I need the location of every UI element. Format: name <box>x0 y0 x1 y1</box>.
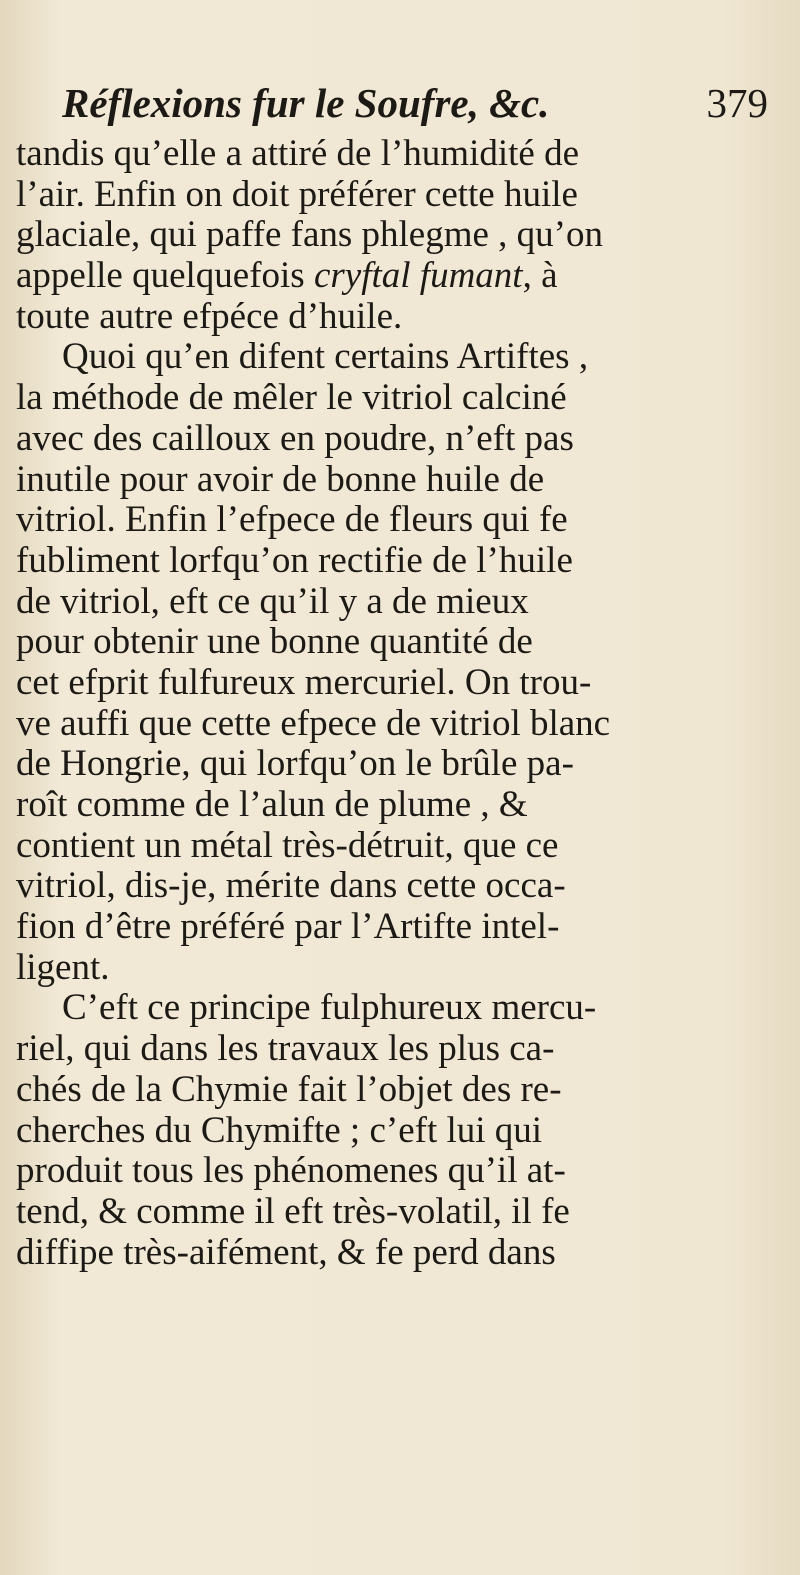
text-line: glaciale, qui paffe fans phlegme , qu’on <box>16 214 603 256</box>
text-line: riel, qui dans les travaux les plus ca- <box>16 1028 555 1070</box>
text-segment: , à <box>522 255 558 297</box>
text-line: roît comme de l’alun de plume , & <box>16 784 528 825</box>
text-line: contient un métal très-détruit, que ce <box>16 824 559 866</box>
text-line: diffipe très-aifément, & fe perd dans <box>16 1231 556 1273</box>
text-line: toute autre efpéce d’huile. <box>16 295 403 337</box>
text-line: chés de la Chymie fait l’objet des re- <box>16 1068 562 1110</box>
running-title: Réflexions fur le Soufre, &c. <box>62 80 550 126</box>
text-line: de Hongrie, qui lorfqu’on le brûle pa- <box>16 743 574 785</box>
text-line: avec des cailloux en poudre, n’eft pas <box>16 417 574 459</box>
text-line: cet efprit fulfureux mercuriel. On trou- <box>16 661 592 703</box>
page-number: 379 <box>706 80 768 126</box>
text-line: pour obtenir une bonne quantité de <box>16 621 533 663</box>
text-line: cherches du Chymifte ; c’eft lui qui <box>16 1109 543 1151</box>
text-line: produit tous les phénomenes qu’il at- <box>16 1150 566 1192</box>
text-line: C’eft ce principe fulphureux mercu- <box>62 987 597 1029</box>
body-text <box>16 134 788 1273</box>
text-line: inutile pour avoir de bonne huile de <box>16 458 545 500</box>
text-line: fion d’être préféré par l’Artifte intel- <box>16 906 560 948</box>
emphasized-term: cryftal fumant <box>313 255 523 297</box>
text-line: ve auffi que cette efpece de vitriol blanc <box>16 702 611 744</box>
text-line: Quoi qu’en difent certains Artiftes , <box>62 336 589 378</box>
text-line: fubliment lorfqu’on rectifie de l’huile <box>16 539 573 581</box>
text-line: vitriol, dis-je, mérite dans cette occa- <box>16 865 566 907</box>
text-line: tandis qu’elle a attiré de l’humidité de <box>16 133 580 174</box>
text-segment: appelle quelquefois <box>16 255 314 297</box>
text-line: tend, & comme il eft très-volatil, il fe <box>16 1190 570 1232</box>
text-line: la méthode de mêler le vitriol calciné <box>16 377 567 419</box>
text-line: de vitriol, eft ce qu’il y a de mieux <box>16 580 529 622</box>
text-line <box>16 256 788 297</box>
text-line: vitriol. Enfin l’efpece de fleurs qui fe <box>16 499 568 541</box>
page-header <box>62 72 768 134</box>
text-line: ligent. <box>16 946 110 988</box>
text-line: l’air. Enfin on doit préférer cette huile <box>16 173 578 215</box>
